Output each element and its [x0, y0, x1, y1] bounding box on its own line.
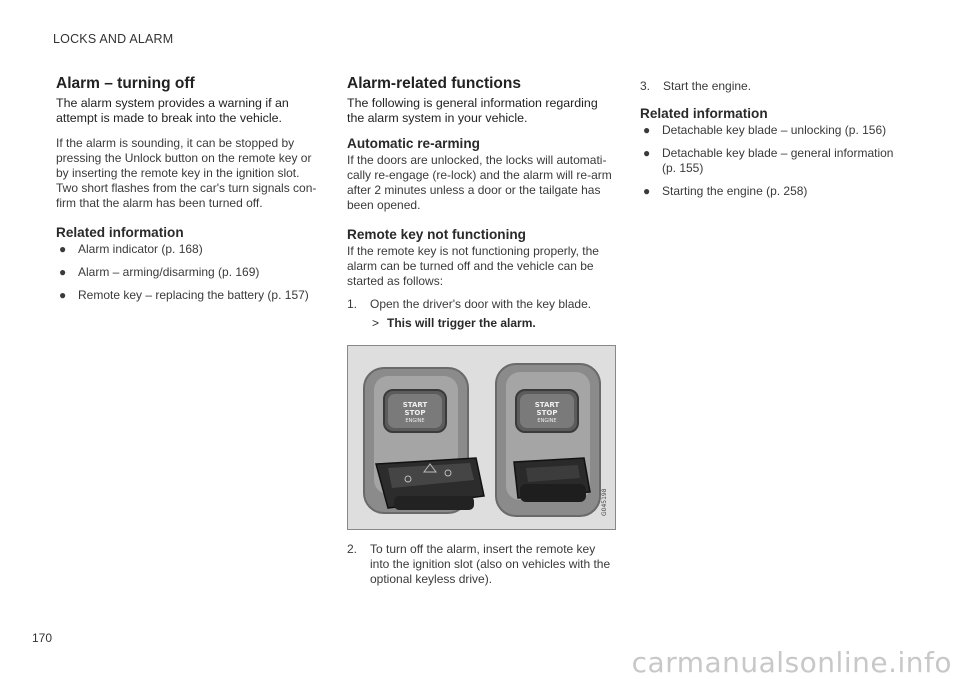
section-title: Alarm – turning off: [56, 75, 195, 92]
related-heading: Related information: [640, 106, 768, 121]
step-3: 3. Start the engine.: [640, 79, 752, 93]
lead-text: The following is general information regarding the alarm system in your vehicle.: [347, 96, 598, 125]
body-text: If the doors are unlocked, the locks will automati-cally re-engage (re-lock) and the alarm will re-arm after 2 minutes unless a door or the tailgate has been opened.: [347, 153, 612, 212]
column-alarm-turning-off: [56, 72, 324, 311]
steps-list: [347, 542, 615, 587]
lead-text: The alarm system provides a warning if an attempt is made to break into the vehicle.: [56, 96, 289, 125]
bullet-icon: ●: [643, 123, 651, 137]
start-label: START: [534, 401, 560, 409]
bullet-icon: ●: [643, 184, 651, 198]
body-text: If the remote key is not functioning properly, the alarm can be turned off and the vehicle can be started as follows:: [347, 244, 599, 288]
related-link[interactable]: ● Remote key – replacing the battery (p. 157): [59, 288, 309, 302]
related-link[interactable]: ● Detachable key blade – general information (p. 155): [643, 146, 894, 175]
result-arrow-icon: >: [372, 316, 380, 330]
subheading-remote-key: Remote key not functioning: [347, 227, 526, 242]
stop-label: STOP: [404, 409, 426, 417]
bullet-icon: ●: [59, 242, 67, 256]
start-label: START: [402, 401, 428, 409]
steps-list: [640, 79, 908, 94]
page-number: 170: [32, 631, 53, 645]
ignition-slot-illustration: [347, 345, 616, 530]
bullet-icon: ●: [643, 146, 651, 160]
watermark: carmanualsonline.info: [631, 646, 952, 679]
column-continued: [640, 79, 908, 207]
related-list: [640, 123, 908, 199]
related-link[interactable]: ● Alarm – arming/disarming (p. 169): [59, 265, 260, 279]
subheading-automatic-rearming: Automatic re-arming: [347, 136, 480, 151]
running-head: LOCKS AND ALARM: [53, 32, 174, 46]
step-2: 2. To turn off the alarm, insert the remote key into the ignition slot (also on vehicles with the optional keyless drive).: [347, 542, 611, 586]
related-heading: Related information: [56, 225, 184, 240]
stop-label: STOP: [536, 409, 558, 417]
bullet-icon: ●: [59, 265, 67, 279]
section-title: Alarm-related functions: [347, 75, 521, 92]
engine-label: ENGINE: [537, 418, 557, 424]
related-list: [56, 242, 324, 303]
related-link[interactable]: ● Detachable key blade – unlocking (p. 156): [643, 123, 887, 137]
step-result: > This will trigger the alarm.: [372, 316, 536, 330]
engine-label: ENGINE: [405, 418, 425, 424]
related-link[interactable]: ● Starting the engine (p. 258): [643, 184, 808, 198]
steps-list: [347, 297, 615, 331]
figure-code: G045198: [601, 488, 608, 516]
body-text: If the alarm is sounding, it can be stopped by pressing the Unlock button on the remote key or by inserting the remote key in the ignition slot. Two short flashes from the car's turn signals con-firm that the alarm has been turned off.: [56, 136, 317, 210]
column-alarm-related-functions: [347, 72, 615, 593]
related-link[interactable]: ● Alarm indicator (p. 168): [59, 242, 203, 256]
bullet-icon: ●: [59, 288, 67, 302]
step-1: 1. Open the driver's door with the key blade. > This will trigger the alarm.: [347, 297, 615, 331]
